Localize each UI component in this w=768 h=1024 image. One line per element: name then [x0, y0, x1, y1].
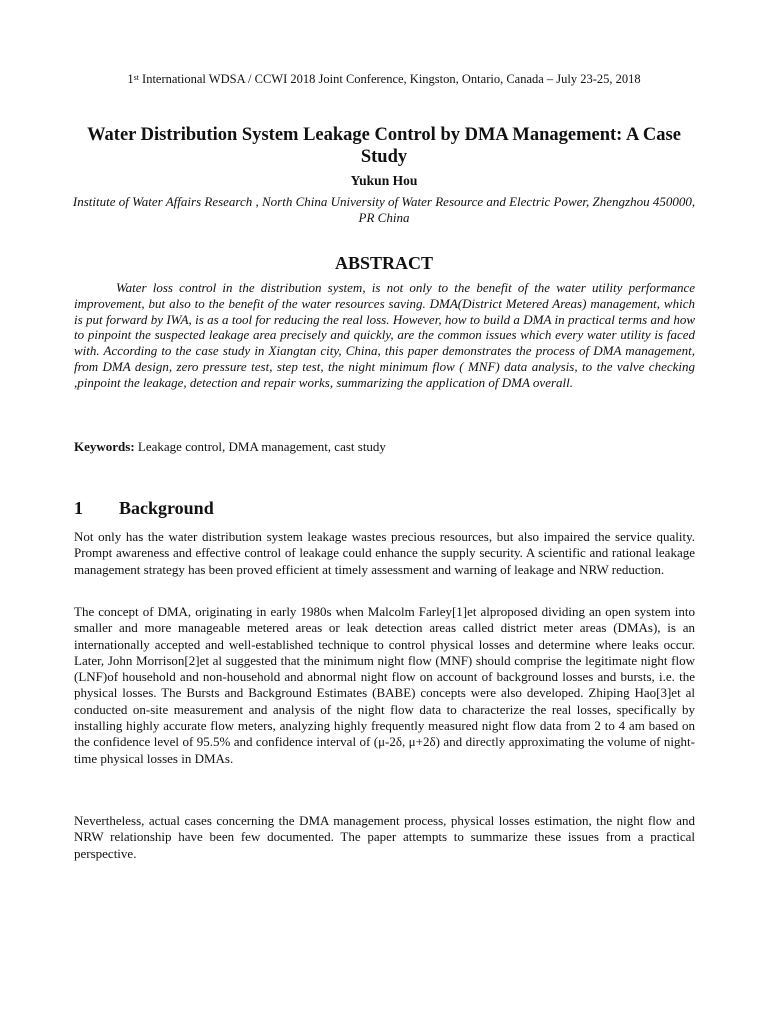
- section-title: Background: [119, 498, 214, 518]
- body-paragraph: Nevertheless, actual cases concerning the DMA management process, physical losses estimation, the night flow and NRW relationship have been few documented. The paper attempts to summarize these issues from a practical perspective.: [74, 813, 695, 861]
- keywords-label: Keywords:: [74, 439, 135, 454]
- author-affiliation: Institute of Water Affairs Research , North China University of Water Resource and Electric Power, Zhengzhou 450000, PR China: [72, 194, 696, 225]
- conference-text: International WDSA / CCWI 2018 Joint Conference, Kingston, Ontario, Canada – July 23-25, 2018: [138, 72, 641, 86]
- section-number: 1: [74, 498, 83, 518]
- conference-header: [0, 72, 768, 86]
- author-name: Yukun Hou: [350, 173, 418, 188]
- paper-title: Water Distribution System Leakage Control by DMA Management: A Case Study: [87, 125, 681, 167]
- body-paragraph: Not only has the water distribution system leakage wastes precious resources, but also impaired the service quality. Prompt awareness and effective control of leakage could enhance the supply security. A scientific and rational leakage management strategy has been proved efficient at timely assessment and warning of leakage and NRW reduction.: [74, 529, 695, 577]
- body-paragraph: The concept of DMA, originating in early 1980s when Malcolm Farley[1]et alproposed dividing an open system into smaller and more manageable metered areas or leak detection areas called district meter areas (DMAs), is an internationally accepted and well-established technique to control physical losses and determine where leaks occur. Later, John Morrison[2]et al suggested that the minimum night flow (MNF) should comprise the legitimate night flow (LNF)of household and non-household and abnormal night flow on account of background losses and bursts, i.e. the physical losses. The Bursts and Background Estimates (BABE) concepts were also developed. Zhiping Hao[3]et al conducted on-site measurement and analysis of the night flow data to characterize the real losses, specifically by installing highly accurate flow meters, analyzing highly frequently measured night flow data from 2 to 4 am based on the confidence level of 95.5% and confidence interval of (μ-2δ, μ+2δ) and directly approximating the volume of night-time physical losses in DMAs.: [74, 604, 695, 766]
- abstract-heading: ABSTRACT: [334, 253, 434, 273]
- section-heading: [74, 497, 695, 519]
- conference-ordinal-suffix: st: [133, 73, 139, 82]
- keywords-text: Leakage control, DMA management, cast study: [134, 439, 386, 454]
- conference-ordinal: 1: [127, 72, 134, 86]
- keywords-line: [74, 439, 695, 455]
- abstract-text: Water loss control in the distribution system, is not only to the benefit of the water utility performance improvement, but also to the benefit of the water resources saving. DMA(District Metered Areas) management, which is put forward by IWA, is as a tool for reducing the real loss. However, how to build a DMA in practical terms and how to pinpoint the suspected leakage area precisely and quickly, are the common issues which every water utility is faced with. According to the case study in Xiangtan city, China, this paper demonstrates the process of DMA management, from DMA design, zero pressure test, step test, the night minimum flow ( MNF) data analysis, to the valve checking ,pinpoint the leakage, detection and repair works, summarizing the application of DMA overall.: [74, 280, 695, 390]
